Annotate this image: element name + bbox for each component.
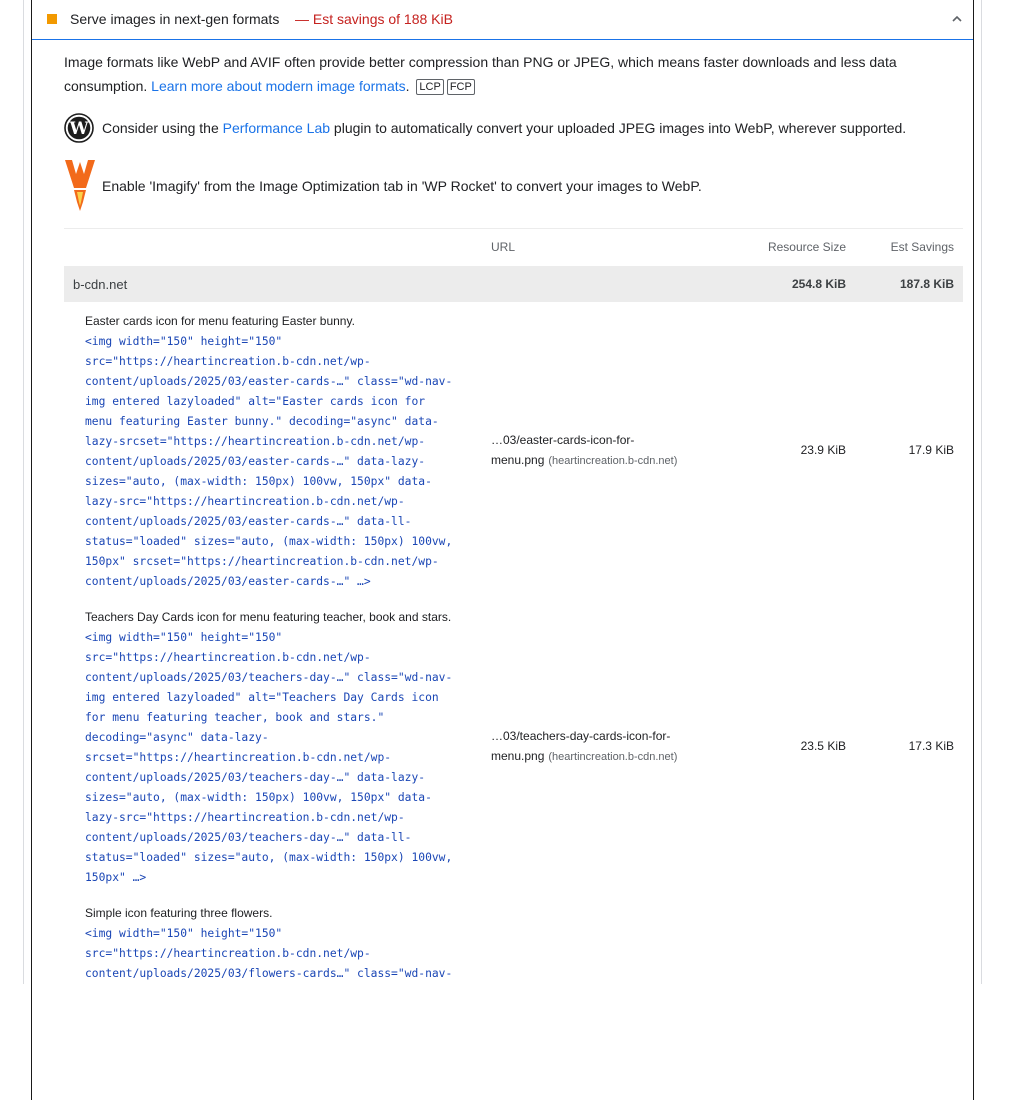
- table-row: [64, 610, 963, 906]
- learn-more-link[interactable]: Learn more about modern image formats: [151, 78, 406, 94]
- table-row: [64, 314, 963, 610]
- wp-pack-before: Consider using the: [102, 120, 223, 136]
- node-snippet[interactable]: <img width="150" height="150" src="https://heartincreation.b-cdn.net/wp- content/uploads/2025/03/flowers-cards…" class="wd-nav-: [85, 927, 453, 980]
- fcp-tag: FCP: [447, 79, 475, 95]
- wp-rocket-icon: [64, 158, 96, 212]
- audit-savings: — Est savings of 188 KiB: [295, 11, 453, 27]
- lcp-tag: LCP: [416, 79, 443, 95]
- resource-table: [64, 228, 963, 980]
- resource-size: 23.9 KiB: [800, 443, 846, 457]
- node-label: Teachers Day Cards icon for menu featuring teacher, book and stars.: [85, 610, 452, 624]
- audit-description: [64, 50, 944, 98]
- page-border-left: [23, 0, 24, 984]
- audit-header[interactable]: [32, 0, 973, 40]
- node-label: Easter cards icon for menu featuring Easter bunny.: [85, 314, 355, 328]
- table-row: [64, 906, 963, 1006]
- est-savings: 17.3 KiB: [908, 739, 954, 753]
- header-est-savings: Est Savings: [890, 240, 954, 254]
- group-domain: b-cdn.net: [73, 277, 128, 292]
- group-savings: 187.8 KiB: [899, 277, 954, 291]
- performance-lab-link[interactable]: Performance Lab: [222, 120, 331, 136]
- description-period: .: [405, 78, 410, 94]
- url-host: (heartincreation.b-cdn.net): [548, 455, 678, 467]
- wp-pack-after: plugin to automatically convert your uploaded JPEG images into WebP, wherever supported.: [330, 120, 907, 136]
- url-cell[interactable]: [491, 726, 721, 767]
- page-border-right: [981, 0, 982, 984]
- audit-panel: [31, 0, 974, 1100]
- group-size: 254.8 KiB: [791, 277, 846, 291]
- est-savings: 17.9 KiB: [908, 443, 954, 457]
- svg-text:W: W: [69, 119, 89, 139]
- chevron-up-icon[interactable]: [950, 12, 964, 26]
- header-url: URL: [491, 240, 516, 254]
- url-cell[interactable]: [491, 430, 721, 471]
- node-snippet[interactable]: <img width="150" height="150" src="https://heartincreation.b-cdn.net/wp- content/uploads/2025/03/teachers-day-…" class="wd-nav- img entered lazyloaded" alt="Teachers Day Cards icon for menu featuring teacher, book and stars." decoding="async" data-lazy- srcset="https://heartincreation.b-cdn.net/wp- content/uploads/2025/03/teachers-day-…" data-lazy- sizes="auto, (max-width: 150px) 100vw, 150px" data- lazy-src="https://heartincreation.b-cdn.net/wp- content/uploads/2025/03/teachers-day-…" data-ll- status="loaded" sizes="auto, (max-width: 150px) 100vw, 150px" …>: [85, 631, 453, 884]
- url-host: (heartincreation.b-cdn.net): [548, 751, 678, 763]
- group-row: [64, 266, 963, 302]
- url-path: …03/easter-cards-icon-for-menu.png: [491, 433, 635, 467]
- wp-rocket-text: Enable 'Imagify' from the Image Optimization tab in 'WP Rocket' to convert your images to WebP.: [102, 178, 702, 194]
- audit-title: Serve images in next-gen formats: [70, 11, 280, 27]
- url-path: …03/teachers-day-cards-icon-for-menu.png: [491, 729, 671, 763]
- header-resource-size: Resource Size: [767, 240, 846, 254]
- resource-size: 23.5 KiB: [800, 739, 846, 753]
- description-text: Image formats like WebP and AVIF often provide better compression than PNG or JPEG, which means faster downloads and less data consumption.: [64, 54, 897, 94]
- node-snippet[interactable]: <img width="150" height="150" src="https://heartincreation.b-cdn.net/wp- content/uploads/2025/03/easter-cards-…" class="wd-nav- img entered lazyloaded" alt="Easter cards icon for menu featuring Easter bunny." decoding="async" data- lazy-srcset="https://heartincreation.b-cdn.net/wp- content/uploads/2025/03/easter-cards-…" data-lazy- sizes="auto, (max-width: 150px) 100vw, 150px" data- lazy-src="https://heartincreation.b-cdn.net/wp- content/uploads/2025/03/easter-cards-…" data-ll- status="loaded" sizes="auto, (max-width: 150px) 100vw, 150px" srcset="https://heartincreation.b-cdn.net/wp- content/uploads/2025/03/easter-cards-…" …>: [85, 335, 453, 588]
- wordpress-icon: [64, 113, 94, 143]
- node-label: Simple icon featuring three flowers.: [85, 906, 273, 920]
- warning-square-icon: [47, 14, 57, 24]
